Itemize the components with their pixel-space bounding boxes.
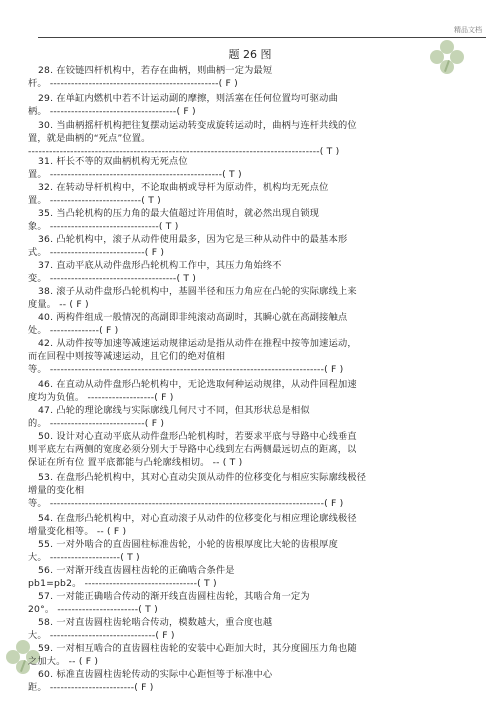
question-46: 46. 在直动从动件盘形凸轮机构中，无论选取何种运动规律，从动件回程加速 度均为负值。 -------------------( F ) — [28, 379, 357, 403]
question-40: 40. 两构件组成一般情况的高副即非纯滚动高副时，其瞬心就在高副接触点 处。 --------------( F ) — [28, 312, 348, 336]
question-47: 47. 凸轮的理论廓线与实际廓线几何尺寸不同，但其形状总是相似 的。 ---------------------------( F ) — [28, 405, 310, 429]
question-32: 32. 在转动导杆机构中，不论取曲柄或导杆为原动件，机构均无死点位 置。 --------------------------( T ) — [28, 182, 329, 206]
question-29: 29. 在单缸内燃机中若不计运动副的摩擦，则活塞在任何位置均可驱动曲 柄。 ------------------------------------( F ) — [28, 93, 338, 117]
question-54: 54. 在盘形凸轮机构中，对心直动滚子从动件的位移变化与相应理论廓线极径 增量变化相等。 -- ( F ) — [28, 513, 357, 537]
figure-title: 题 26 图 — [228, 48, 272, 61]
question-35: 35. 当凸轮机构的压力角的最大值超过许用值时，就必然出现自锁现 象。 -------------------------------( T ) — [28, 208, 320, 232]
question-59: 59. 一对相互啮合的直齿圆柱齿轮的安装中心距加大时，其分度圆压力角也随 之加大。 -- ( F ) — [28, 643, 357, 667]
question-60: 60. 标准直齿圆柱齿轮传动的实际中心距恒等于标准中心 距。 ------------------------( F ) — [28, 669, 273, 693]
question-38: 38. 滚子从动件盘形凸轮机构中，基圆半径和压力角应在凸轮的实际廓线上来 度量。 -- ( F ) — [28, 286, 357, 310]
question-55: 55. 一对外啮合的直齿圆柱标准齿轮，小轮的齿根厚度比大轮的齿根厚度 大。 --------------------( T ) — [28, 539, 338, 563]
question-28: 28. 在铰链四杆机构中，若存在曲柄，则曲柄一定为最短 杆。 ------------------------------------------------( F ) — [28, 65, 273, 89]
question-37: 37. 直动平底从动件盘形凸轮机构工作中，其压力角始终不 变。 ------------------------------------( T ) — [28, 260, 282, 284]
question-42: 42. 从动件按等加速等减速运动规律运动是指从动件在推程中按等加速运动， 而在回程中则按等减速运动，且它们的绝对值相 等。 ------------------------------------------------------------------------------( F ) — [28, 338, 357, 375]
header-label: 精品文档 — [454, 26, 482, 34]
question-57: 57. 一对能正确啮合传动的渐开线直齿圆柱齿轮，其啮合角一定为 20°。 -----------------------( T ) — [28, 591, 310, 615]
header-rule — [38, 37, 486, 38]
question-36: 36. 凸轮机构中，滚子从动件使用最多，因为它是三种从动件中的最基本形 式。 ---------------------------( F ) — [28, 234, 348, 258]
question-30: 30. 当曲柄摇杆机构把往复摆动运动转变成旋转运动时，曲柄与连杆共线的位 置，就是曲柄的“死点”位置。 -----------------------------------------------------------------------------------( T ) — [28, 120, 357, 157]
question-56: 56. 一对渐开线直齿圆柱齿轮的正确啮合条件是 pb1=pb2。 --------------------------------( T ) — [28, 565, 235, 589]
question-53: 53. 在盘形凸轮机构中，其对心直动尖顶从动件的位移变化与相应实际廓线极径 增量的变化相 等。 ------------------------------------------------------------------------------( F ) — [28, 472, 367, 509]
question-58: 58. 一对直齿圆柱齿轮啮合传动，模数越大，重合度也越 大。 ------------------------------( F ) — [28, 617, 273, 641]
question-50: 50. 设计对心直动平底从动件盘形凸轮机构时，若要求平底与导路中心线垂直 则平底左右两侧的宽度必须分别大于导路中心线到左右两侧最远切点的距离，以 保证在所有位 置平底都能与凸轮廓线相切。 -- ( T ) — [28, 431, 357, 468]
question-31: 31. 杆长不等的双曲柄机构无死点位 置。 -------------------------------------------------( T ) — [28, 156, 242, 180]
